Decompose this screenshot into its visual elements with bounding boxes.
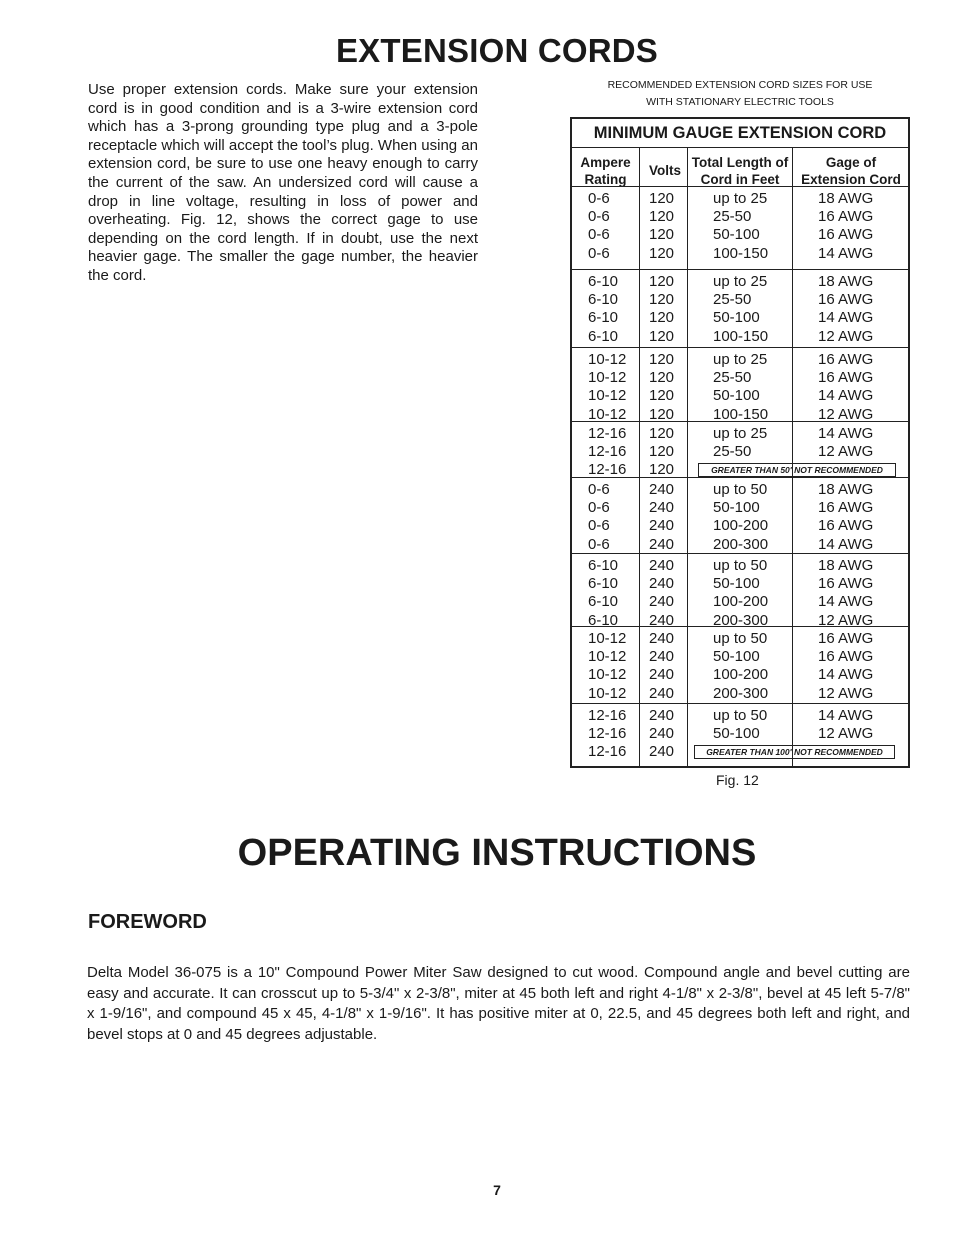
cell-length: 100-200 <box>713 517 769 535</box>
cell-volts: 120 <box>649 244 675 262</box>
header-gage: Gage of Extension Cord <box>801 155 901 187</box>
cell-ampere: 0-6 <box>588 517 610 535</box>
cell-length: 50-100 <box>713 725 760 743</box>
cell-volts: 240 <box>649 743 675 761</box>
cell-ampere: 12-16 <box>588 461 627 479</box>
cell-gage: 12 AWG <box>818 327 874 345</box>
cell-volts: 120 <box>649 190 675 207</box>
cell-gage: 14 AWG <box>818 387 874 405</box>
group-divider <box>572 347 908 348</box>
cell-length: up to 25 <box>713 190 768 207</box>
cell-ampere: 12-16 <box>588 707 627 724</box>
cell-ampere: 0-6 <box>588 481 610 498</box>
cell-length: 50-100 <box>713 387 760 405</box>
cell-gage: 16 AWG <box>818 517 874 535</box>
cell-ampere: 0-6 <box>588 244 610 262</box>
cell-gage: 16 AWG <box>818 575 874 593</box>
cell-length: up to 50 <box>713 481 768 498</box>
cell-ampere: 6-10 <box>588 611 619 629</box>
cell-volts: 240 <box>649 630 675 647</box>
cell-ampere: 12-16 <box>588 743 627 761</box>
cell-length: 100-200 <box>713 666 769 684</box>
cell-volts: 120 <box>649 327 675 345</box>
cell-gage: 14 AWG <box>818 707 874 724</box>
group-divider <box>572 269 908 270</box>
cell-length: 200-300 <box>713 684 769 702</box>
cell-length: 200-300 <box>713 535 769 553</box>
group-divider <box>572 421 908 422</box>
cell-ampere: 10-12 <box>588 648 627 666</box>
cell-gage: 14 AWG <box>818 425 874 442</box>
cell-volts: 120 <box>649 226 675 244</box>
cell-gage: 12 AWG <box>818 725 874 743</box>
cell-gage: 12 AWG <box>818 443 874 461</box>
cell-ampere: 0-6 <box>588 190 610 207</box>
header-ampere-rating: Ampere Rating <box>580 155 631 187</box>
cell-gage: 16 AWG <box>818 226 874 244</box>
cell-volts: 240 <box>649 481 675 498</box>
cell-length: 50-100 <box>713 499 760 517</box>
cell-gage: 14 AWG <box>818 593 874 611</box>
header-divider <box>572 186 908 187</box>
cell-length: 100-150 <box>713 327 769 345</box>
length-divider <box>792 147 793 766</box>
cell-volts: 120 <box>649 291 675 309</box>
cell-ampere: 6-10 <box>588 557 619 574</box>
cell-volts: 120 <box>649 425 675 442</box>
cell-volts: 240 <box>649 707 675 724</box>
cell-length: 200-300 <box>713 611 769 629</box>
extension-cord-table <box>570 117 910 768</box>
cell-ampere: 6-10 <box>588 575 619 593</box>
cell-gage: 16 AWG <box>818 369 874 387</box>
cell-volts: 240 <box>649 648 675 666</box>
cell-gage: 14 AWG <box>818 535 874 553</box>
cell-gage: 14 AWG <box>818 666 874 684</box>
cell-volts: 120 <box>649 309 675 327</box>
table-caption-line1: RECOMMENDED EXTENSION CORD SIZES FOR USE <box>607 79 873 91</box>
cell-length: 25-50 <box>713 291 752 309</box>
cell-ampere: 10-12 <box>588 666 627 684</box>
cell-gage: 12 AWG <box>818 684 874 702</box>
cell-gage: 16 AWG <box>818 648 874 666</box>
cell-ampere: 10-12 <box>588 369 627 387</box>
cell-volts: 120 <box>649 351 675 368</box>
cell-gage: 12 AWG <box>818 611 874 629</box>
cell-length: 25-50 <box>713 369 752 387</box>
header-volts: Volts <box>648 163 681 178</box>
cell-volts: 240 <box>649 535 675 553</box>
cell-ampere: 10-12 <box>588 684 627 702</box>
cell-volts: 240 <box>649 666 675 684</box>
cell-length: 50-100 <box>713 575 760 593</box>
not-recommended-note: GREATER THAN 100' NOT RECOMMENDED <box>694 745 895 759</box>
cell-volts: 240 <box>649 557 675 574</box>
cell-gage: 12 AWG <box>818 405 874 423</box>
foreword-heading: FOREWORD <box>88 911 207 933</box>
cell-length: 100-200 <box>713 593 769 611</box>
cell-volts: 240 <box>649 517 675 535</box>
group-divider <box>572 626 908 627</box>
cell-gage: 16 AWG <box>818 291 874 309</box>
cell-ampere: 10-12 <box>588 405 627 423</box>
cell-gage: 16 AWG <box>818 208 874 226</box>
cell-gage: 18 AWG <box>818 273 874 290</box>
cell-length: up to 25 <box>713 351 768 368</box>
cell-gage: 16 AWG <box>818 351 874 368</box>
cell-length: 100-150 <box>713 244 769 262</box>
header-total-length: Total Length of Cord in Feet <box>691 155 789 187</box>
cell-volts: 240 <box>649 684 675 702</box>
group-divider <box>572 703 908 704</box>
cell-ampere: 6-10 <box>588 309 619 327</box>
cell-ampere: 0-6 <box>588 226 610 244</box>
cell-volts: 120 <box>649 369 675 387</box>
cell-volts: 120 <box>649 405 675 423</box>
cell-volts: 120 <box>649 387 675 405</box>
ampere-divider <box>639 147 640 766</box>
cell-length: up to 25 <box>713 273 768 290</box>
group-divider <box>572 477 908 478</box>
cell-ampere: 10-12 <box>588 630 627 647</box>
cell-length: up to 50 <box>713 630 768 647</box>
section-title-operating-instructions: OPERATING INSTRUCTIONS <box>237 832 757 874</box>
cell-volts: 120 <box>649 443 675 461</box>
cell-gage: 16 AWG <box>818 630 874 647</box>
page-number: 7 <box>493 1182 501 1198</box>
not-recommended-note: GREATER THAN 50' NOT RECOMMENDED <box>698 463 896 477</box>
cell-volts: 120 <box>649 273 675 290</box>
table-title: MINIMUM GAUGE EXTENSION CORD <box>572 119 908 148</box>
cell-gage: 14 AWG <box>818 244 874 262</box>
cell-ampere: 12-16 <box>588 425 627 442</box>
foreword-paragraph: Delta Model 36-075 is a 10" Compound Power Miter Saw designed to cut wood. Compound angle and bevel cutting are easy and accurate. It can crosscut up to 5-3/4" x 2-3/8", miter at 45 both left and right 4-1/8" x 2-3/8", bevel at 45 left 5-7/8" x 1-9/16", and compound 45 x 45, 4-1/8" x 1-9/16". It has positive miter at 0, 22.5, and 45 degrees both left and right, and bevel stops at 0 and 45 degrees adjustable. <box>87 964 910 1043</box>
cell-length: up to 50 <box>713 557 768 574</box>
cell-ampere: 10-12 <box>588 351 627 368</box>
table-caption <box>571 77 909 111</box>
cell-ampere: 6-10 <box>588 273 619 290</box>
cell-gage: 18 AWG <box>818 557 874 574</box>
section-title-extension-cords: EXTENSION CORDS <box>335 32 659 69</box>
cell-volts: 240 <box>649 611 675 629</box>
cell-gage: 16 AWG <box>818 499 874 517</box>
cell-ampere: 0-6 <box>588 535 610 553</box>
cell-gage: 18 AWG <box>818 481 874 498</box>
cell-volts: 240 <box>649 593 675 611</box>
cell-volts: 240 <box>649 725 675 743</box>
cell-gage: 18 AWG <box>818 190 874 207</box>
cell-ampere: 12-16 <box>588 725 627 743</box>
cell-ampere: 6-10 <box>588 291 619 309</box>
cell-volts: 240 <box>649 499 675 517</box>
cell-volts: 120 <box>649 208 675 226</box>
cell-length: 25-50 <box>713 443 752 461</box>
group-divider <box>572 553 908 554</box>
extension-cords-paragraph: Use proper extension cords. Make sure your extension cord is in good condition and is a 3-wire extension cord which has a 3-prong grounding type plug and a 3-pole receptacle which will accept the tool’s plug. When using an extension cord, be sure to use one heavy enough to carry the current of the saw. An undersized cord will cause a drop in line voltage, resulting in loss of power and overheating. Fig. 12, shows the correct gage to use depending on the cord length. If in doubt, use the next heavier gage. The smaller the gage number, the heavier the cord. <box>88 81 478 284</box>
cell-length: up to 50 <box>713 707 768 724</box>
volts-divider <box>687 147 688 766</box>
cell-ampere: 6-10 <box>588 327 619 345</box>
cell-length: 25-50 <box>713 208 752 226</box>
cell-length: up to 25 <box>713 425 768 442</box>
cell-volts: 120 <box>649 461 675 479</box>
cell-ampere: 10-12 <box>588 387 627 405</box>
cell-length: 50-100 <box>713 226 760 244</box>
cell-length: 50-100 <box>713 648 760 666</box>
cell-ampere: 12-16 <box>588 443 627 461</box>
cell-length: 50-100 <box>713 309 760 327</box>
cell-ampere: 0-6 <box>588 499 610 517</box>
cell-volts: 240 <box>649 575 675 593</box>
table-caption-line2: WITH STATIONARY ELECTRIC TOOLS <box>646 96 834 108</box>
figure-label: Fig. 12 <box>716 772 759 788</box>
cell-length: 100-150 <box>713 405 769 423</box>
cell-ampere: 0-6 <box>588 208 610 226</box>
cell-ampere: 6-10 <box>588 593 619 611</box>
cell-gage: 14 AWG <box>818 309 874 327</box>
